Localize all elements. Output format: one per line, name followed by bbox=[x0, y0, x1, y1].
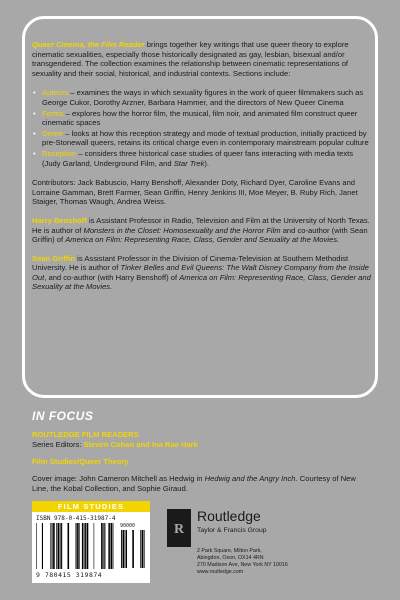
routledge-logo-icon bbox=[167, 509, 191, 547]
cover-credit: Cover image: John Cameron Mitchell as Hedwig in Hedwig and the Angry Inch. Courtesy of New Line, the Kobal Collection, and Sophie Giraud. bbox=[32, 474, 356, 493]
book-title: Queer Cinema, the Film Reader bbox=[32, 40, 145, 49]
publisher-group: Taylor & Francis Group bbox=[197, 527, 267, 534]
ean-number: 9 780415 319874 bbox=[36, 571, 103, 579]
list-item: • Auteurs – examines the ways in which sexuality figures in the work of queer filmmakers such as George Cukor, Dorothy Arzner, Barbara Hammer, and the directors of New Queer Cinema bbox=[32, 88, 372, 107]
subject-band: FILM STUDIES bbox=[32, 501, 150, 512]
svg-text:R: R bbox=[173, 522, 185, 537]
barcode-bars bbox=[36, 523, 116, 569]
contributors: Contributors: Jack Babuscio, Harry Benshoff, Alexander Doty, Richard Dyer, Caroline Evans and Lorraine Gamman, Brett Farmer, Sean Griffin, Henry Jenkins III, Moe Meyer, B. Ruby Rich, Janet Staiger, Thomas Waugh, Andrea Weiss. bbox=[32, 178, 358, 207]
author-bio-griffin: Sean Griffin is Assistant Professor in the Division of Cinema-Television at Southern Methodist University. He is author of Tinker Belles and Evil Queens: The Walt Disney Company from the Inside Out, and co-author (with Harry Benshoff) of America on Film: Representing Race, Class, Gender and Sexuality at the Movies. bbox=[32, 253, 371, 292]
subject-categories: Film Studies/Queer Theory bbox=[32, 457, 129, 466]
barcode bbox=[32, 512, 150, 583]
list-item: • Genre – looks at how this reception strategy and mode of textual production, initially practiced by pre-Stonewall queers, retains its critical charge even in contemporary mainstream popular culture bbox=[32, 129, 372, 148]
sections-list bbox=[32, 88, 372, 168]
barcode-block bbox=[32, 501, 150, 583]
price-barcode-bars bbox=[120, 530, 146, 568]
author-bio-benshoff: Harry Benshoff is Assistant Professor in Radio, Television and Film at the University of North Texas. He is author of Monsters in the Closet: Homosexuality and the Horror Film and co-author (with Sean Griffin) of America on Film: Representing Race, Class, Gender and Sexuality at the Movies. bbox=[32, 215, 370, 245]
back-cover-text bbox=[32, 40, 372, 292]
in-focus-logo: IN FOCUS bbox=[32, 409, 94, 423]
publisher-address: 2 Park Square, Milton Park, Abingdon, Oxon, OX14 4RN 270 Madison Ave, New York NY 10016 www.routledge.com bbox=[197, 548, 288, 575]
intro-paragraph: Queer Cinema, the Film Reader brings together key writings that use queer theory to explore cinematic sexualities, especially those historically designated as gay, lesbian, bisexual and/or transgendered. The collection examines the relationship between cinematic representations of sexuality and their social, historical, and industrial contexts. Sections include: bbox=[32, 40, 349, 78]
series-block bbox=[32, 430, 372, 494]
price-code: 90000 bbox=[120, 523, 136, 529]
isbn-text: ISBN 978-0-415-31987-4 bbox=[36, 515, 116, 522]
list-item: • Reception – considers three historical case studies of queer fans interacting with media texts (Judy Garland, Underground Film, and Star Trek). bbox=[32, 149, 372, 168]
publisher-name: Routledge bbox=[197, 508, 261, 524]
list-item: • Forms – explores how the horror film, the musical, film noir, and animated film construct queer cinematic spaces bbox=[32, 109, 372, 128]
series-editors: Series Editors: Steven Cohan and Ina Rae Hark bbox=[32, 440, 198, 449]
series-title: ROUTLEDGE FILM READERS bbox=[32, 430, 139, 439]
